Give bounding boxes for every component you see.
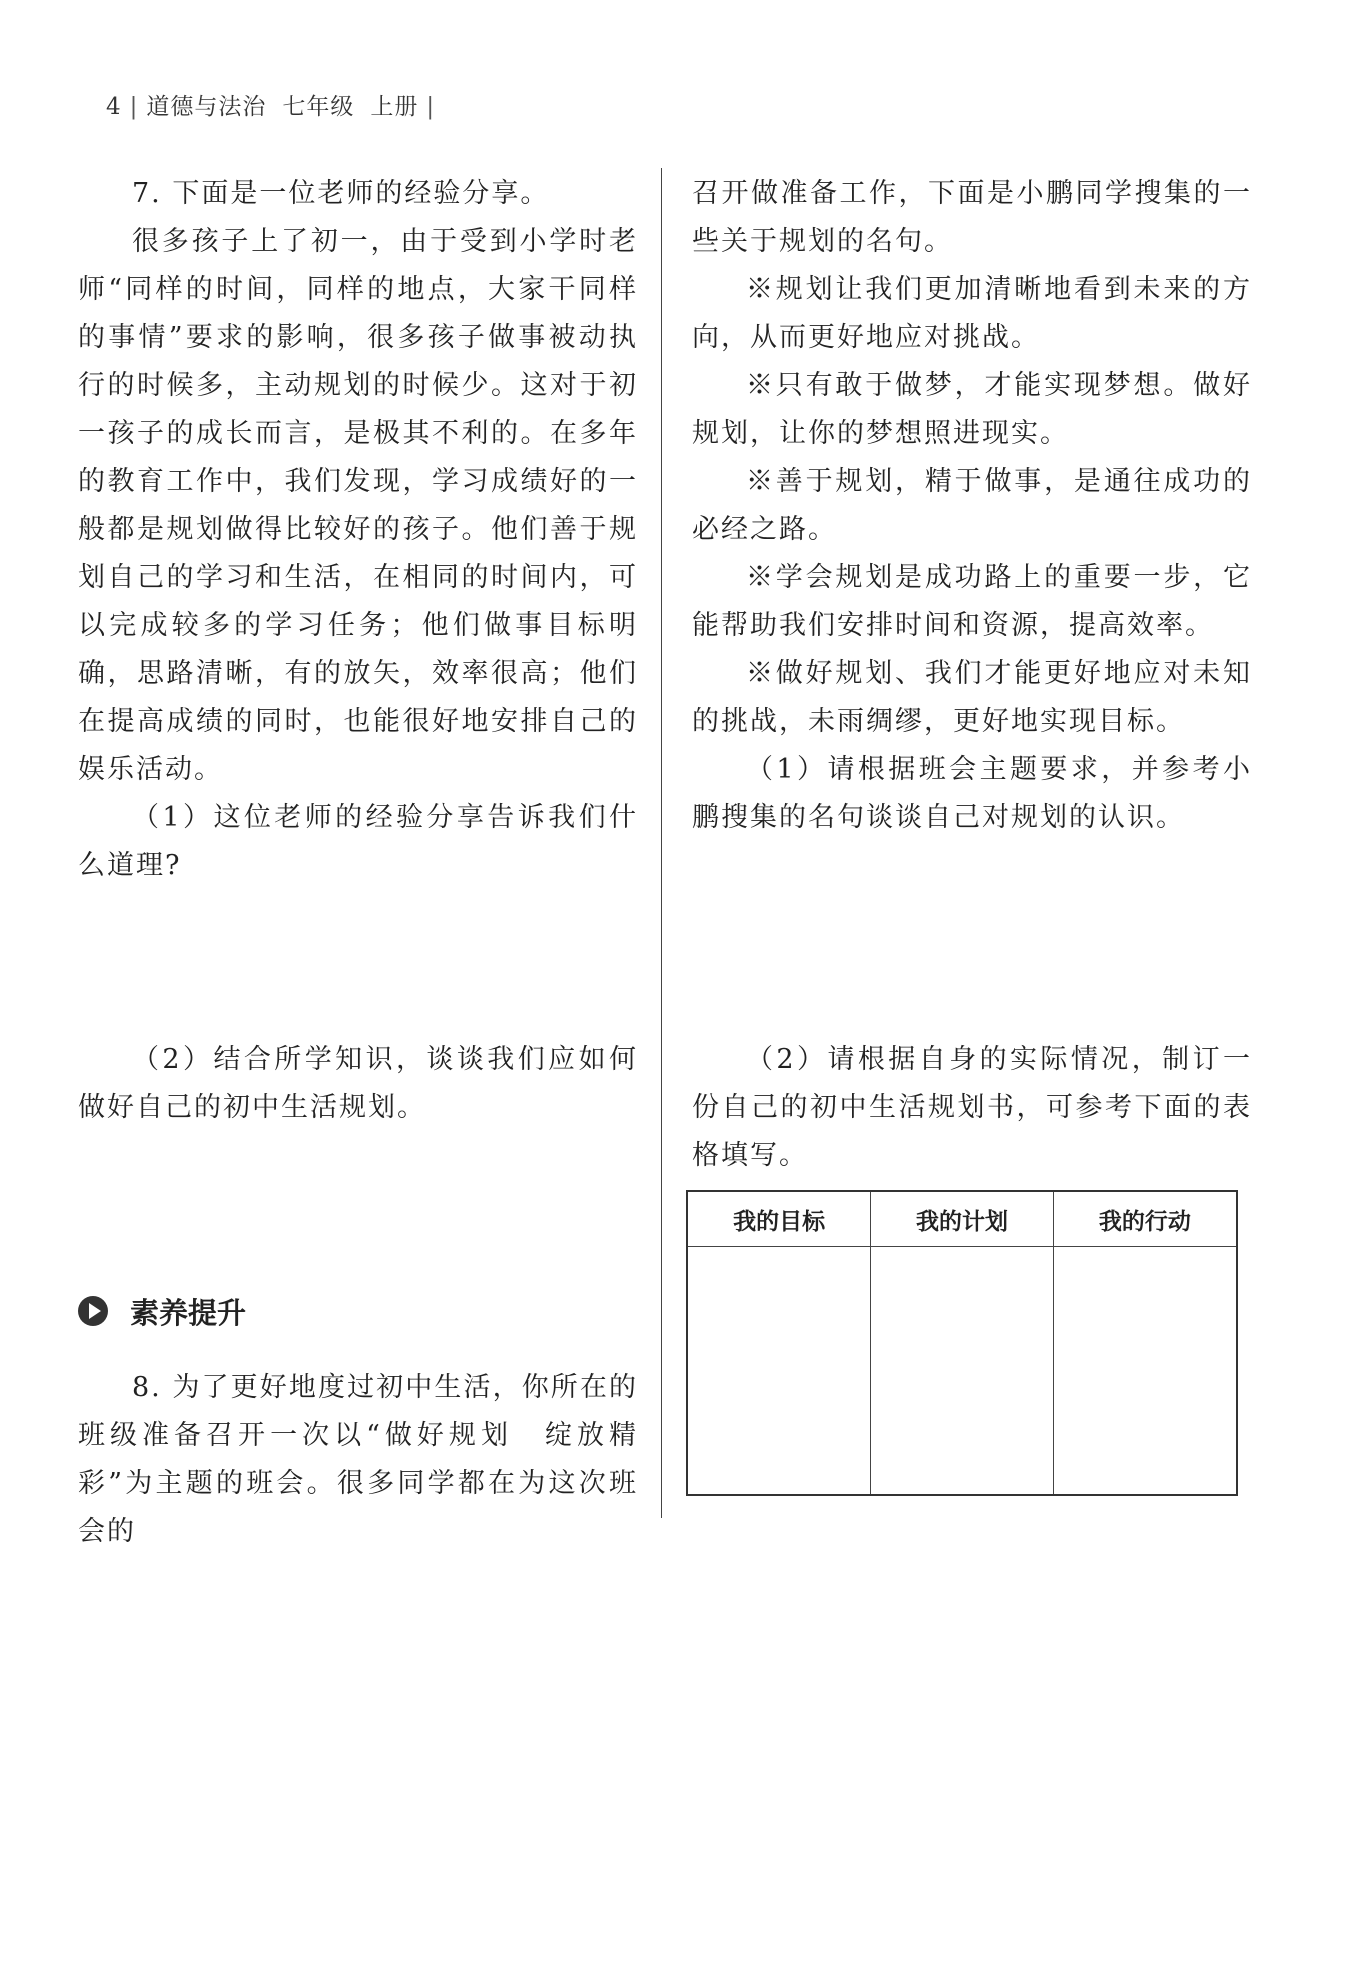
page-number: 4 — [106, 94, 122, 120]
header-grade: 七年级 — [282, 94, 355, 120]
quote-item: ※只有敢于做梦，才能实现梦想。做好规划，让你的梦想照进现实。 — [692, 370, 1252, 449]
table-header-goal: 我的目标 — [687, 1191, 871, 1247]
question-7-passage: 很多孩子上了初一，由于受到小学时老师“同样的时间，同样的地点，大家干同样的事情”要求的影响，很多孩子做事被动执行的时候多，主动规划的时候少。这对于初一孩子的成长而言，是极其不利的。在多年的教育工作中，我们发现，学习成绩好的一般都是规划做得比较好的孩子。他们善于规划自己的学习和生活，在相同的时间内，可以完成较多的学习任务；他们做事目标明确，思路清晰，有的放矢，效率很高；他们在提高成绩的同时，也能很好地安排自己的娱乐活动。 — [78, 226, 638, 785]
header-separator-end: | — [426, 94, 436, 120]
section-heading — [78, 1288, 246, 1334]
table-row — [687, 1247, 1237, 1496]
page-header — [106, 88, 443, 121]
header-volume: 上册 — [370, 94, 419, 120]
goal-cell[interactable] — [687, 1247, 871, 1496]
quote-item: ※规划让我们更加清晰地看到未来的方向，从而更好地应对挑战。 — [692, 274, 1252, 353]
quote-item: ※善于规划，精于做事，是通往成功的必经之路。 — [692, 466, 1252, 545]
section-heading-text: 素养提升 — [130, 1295, 247, 1330]
plan-cell[interactable] — [871, 1247, 1054, 1496]
quote-item: ※做好规划、我们才能更好地应对未知的挑战，未雨绸缪，更好地实现目标。 — [692, 658, 1252, 737]
right-column — [692, 170, 1252, 1180]
question-8-sub-1: （1）请根据班会主题要求，并参考小鹏搜集的名句谈谈自己对规划的认识。 — [692, 754, 1252, 833]
question-8-block — [78, 1364, 638, 1556]
table-header-plan: 我的计划 — [871, 1191, 1054, 1247]
table-header-action: 我的行动 — [1053, 1191, 1237, 1247]
question-8-continuation: 召开做准备工作，下面是小鹏同学搜集的一些关于规划的名句。 — [692, 178, 1252, 257]
header-separator: | — [129, 94, 139, 120]
header-subject: 道德与法治 — [146, 94, 267, 120]
action-cell[interactable] — [1053, 1247, 1237, 1496]
question-8-sub-2: （2）请根据自身的实际情况，制订一份自己的初中生活规划书，可参考下面的表格填写。 — [692, 1044, 1252, 1171]
question-7-title: 7. 下面是一位老师的经验分享。 — [132, 178, 550, 209]
question-7-sub-1: （1）这位老师的经验分享告诉我们什么道理? — [78, 802, 638, 881]
quote-item: ※学会规划是成功路上的重要一步，它能帮助我们安排时间和资源，提高效率。 — [692, 562, 1252, 641]
column-divider — [661, 168, 662, 1518]
play-circle-icon — [78, 1296, 108, 1326]
left-column — [78, 170, 638, 1132]
planning-table — [686, 1190, 1238, 1496]
question-7-sub-2: （2）结合所学知识，谈谈我们应如何做好自己的初中生活规划。 — [78, 1044, 638, 1123]
table-header-row — [687, 1191, 1237, 1247]
question-8-text: 8. 为了更好地度过初中生活，你所在的班级准备召开一次以“做好规划 绽放精彩”为主题的班会。很多同学都在为这次班会的 — [78, 1372, 638, 1547]
